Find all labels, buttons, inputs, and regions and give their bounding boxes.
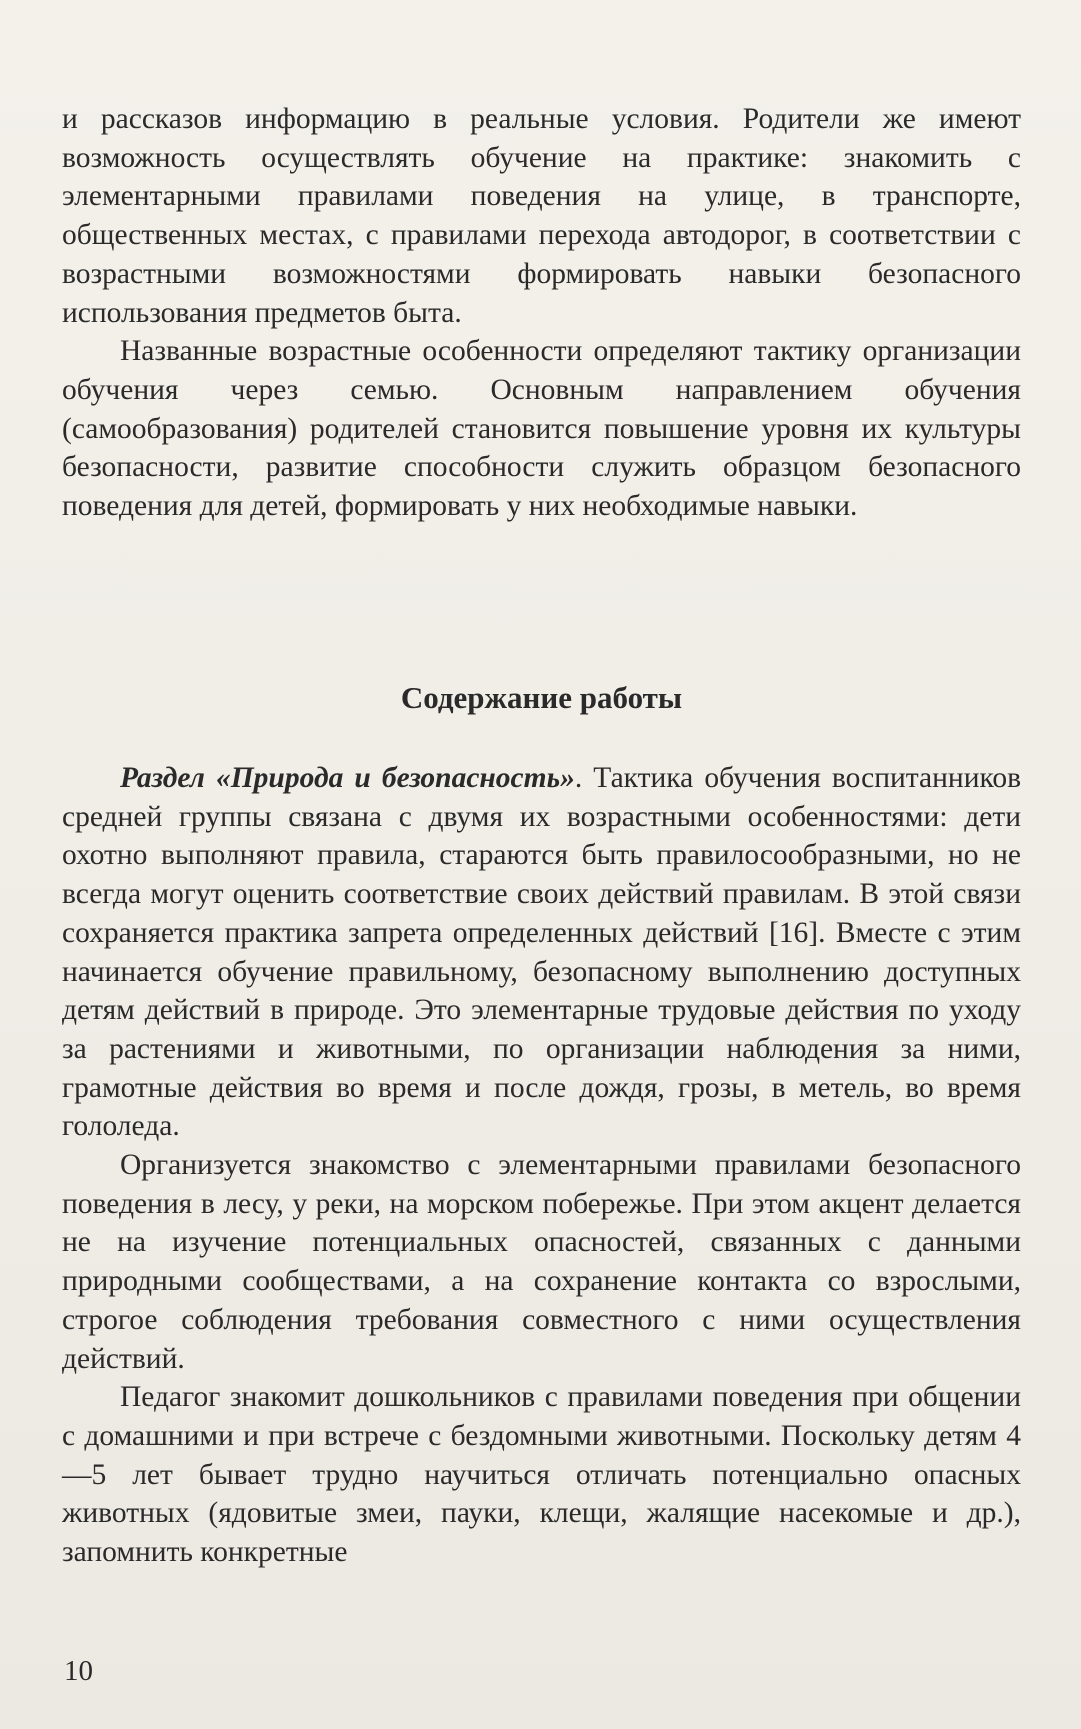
page-number: 10 (64, 1655, 93, 1687)
paragraph-1: и рассказов информацию в реальные условия. Родители же имеют возможность осуществлять обучение на практике: знакомить с элементарными правилами поведения на улице, в транспорте, общественных местах, с правилами перехода автодорог, в соответствии с возрастными возможностями формировать навыки безопасного использования предметов быта. (62, 103, 1021, 329)
paragraph-3 (62, 759, 1021, 1146)
paragraph-4: Организуется знакомство с элементарными правилами безопасного поведения в лесу, у реки, на морском побережье. При этом акцент делается не на изучение потенциальных опасностей, связанных с данными природными сообществами, а на сохранение контакта со взрослыми, строгое соблюдения требования совместного с ними осуществления действий. (62, 1149, 1021, 1375)
text-block-top (62, 100, 1021, 526)
paragraph-2: Названные возрастные особенности определяют тактику организации обучения через семью. Основным направлением обучения (самообразования) родителей становится повышение уровня их культуры безопасности, развитие способности служить образцом безопасного поведения для детей, формировать у них необходимые навыки. (62, 335, 1021, 523)
text-block-bottom (62, 759, 1021, 1572)
paragraph-5: Педагог знакомит дошкольников с правилами поведения при общении с домашними и при встрече с бездомными животными. Поскольку детям 4—5 лет бывает трудно научиться отличать потенциально опасных животных (ядовитые змеи, пауки, клещи, жалящие насекомые и др.), запомнить конкретные (62, 1381, 1021, 1569)
paragraph-3-body: . Тактика обучения воспитанников средней группы связана с двумя их возрастными особенностями: дети охотно выполняют правила, стараются быть правилосообразными, но не всегда могут оценить соответствие своих действий правилам. В этой связи сохраняется практика запрета определенных действий [16]. Вместе с этим начинается обучение правильному, безопасному выполнению доступных детям действий в природе. Это элементарные трудовые действия по уходу за растениями и животными, по организации наблюдения за ними, грамотные действия во время и после дождя, грозы, в метель, во время гололеда. (62, 762, 1021, 1143)
section-title: Раздел «Природа и безопасность» (120, 762, 575, 794)
section-heading: Содержание работы (400, 680, 683, 715)
